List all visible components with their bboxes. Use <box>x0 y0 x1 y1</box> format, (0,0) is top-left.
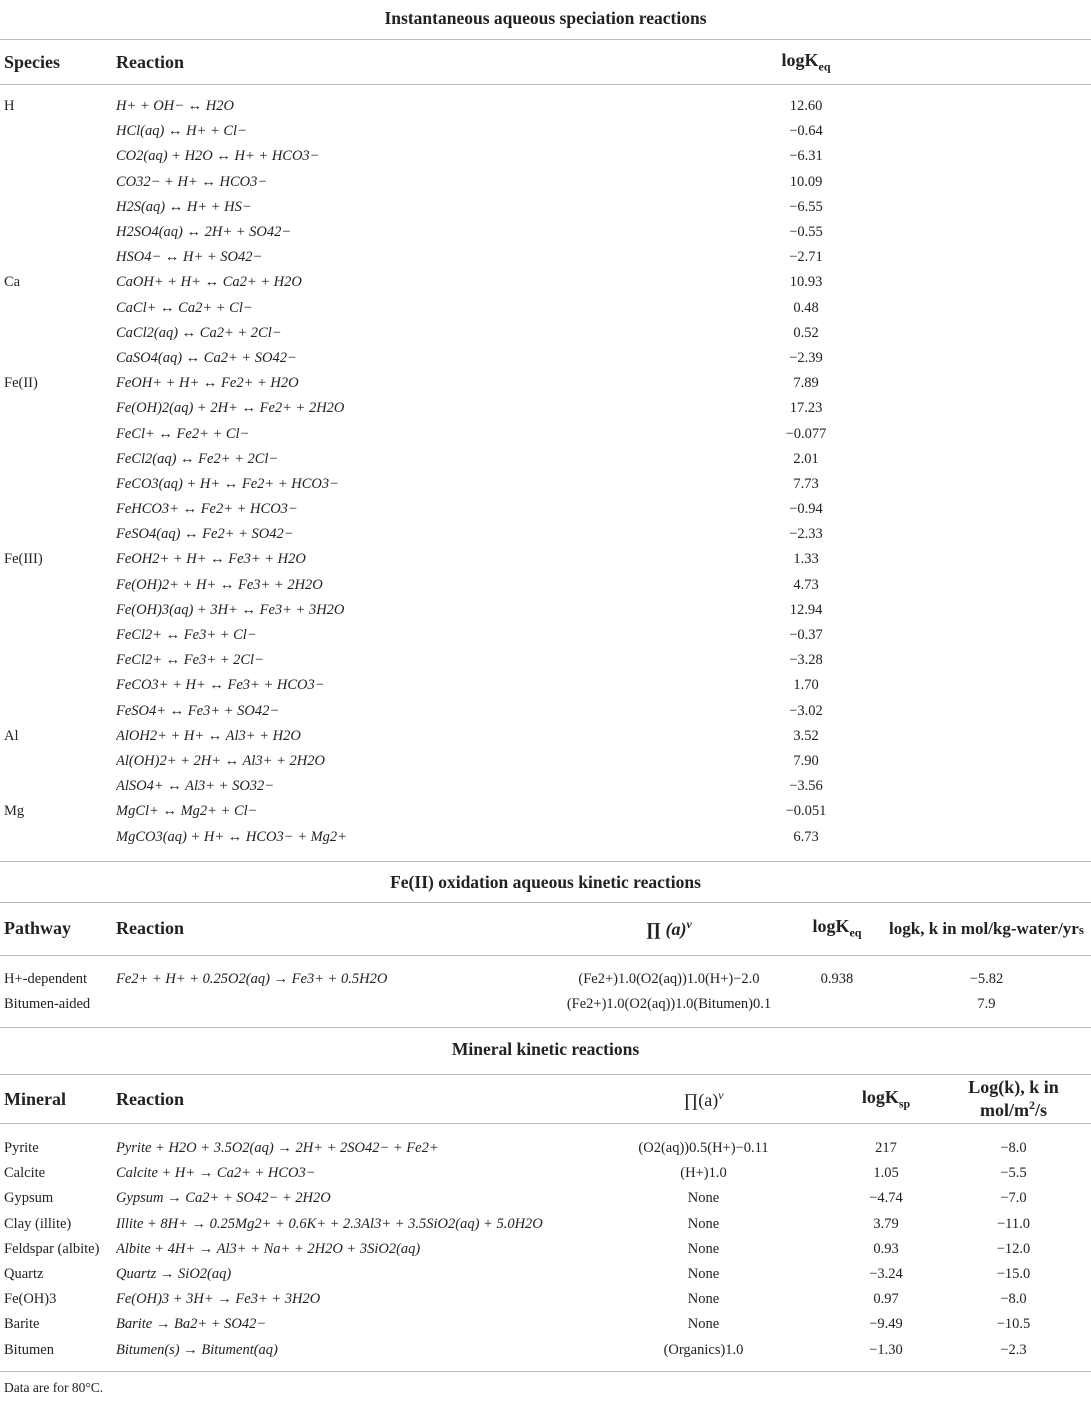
logk-cell: 0.97 <box>873 1291 899 1308</box>
reaction-cell: CO32− + H+ ↔ HCO3− <box>116 173 268 190</box>
reaction-cell: FeCl2+ ↔ Fe3+ + Cl− <box>116 627 257 644</box>
table-row <box>0 321 1091 346</box>
product-cell: (Fe2+)1.0(O2(aq))1.0(Bitumen)0.1 <box>566 995 772 1012</box>
table-mineral-kinetic <box>0 1028 1091 1396</box>
table-row <box>0 144 1091 169</box>
header-rate: logk, k in mol/kg-water/yrs <box>889 918 1084 938</box>
logk-cell: 7.73 <box>793 475 819 492</box>
reaction-cell: Pyrite + H2O + 3.5O2(aq) → 2H+ + 2SO42− + Fe2+ <box>116 1140 439 1157</box>
rate-cell: −5.82 <box>969 970 1004 987</box>
footnote: Data are for 80°C. <box>4 1379 104 1395</box>
table-row <box>0 673 1091 698</box>
reaction-cell: FeCl2(aq) ↔ Fe2+ + 2Cl− <box>116 450 279 467</box>
logk-cell: 17.23 <box>789 400 823 417</box>
reaction-cell: FeOH+ + H+ ↔ Fe2+ + H2O <box>116 375 299 392</box>
product-cell: (H+)1.0 <box>680 1165 727 1182</box>
species-cell: Ca <box>4 274 21 291</box>
reaction-cell: Fe(OH)2+ + H+ ↔ Fe3+ + 2H2O <box>116 576 323 593</box>
table-row <box>0 119 1091 144</box>
reaction-cell: FeCO3(aq) + H+ ↔ Fe2+ + HCO3− <box>116 475 339 492</box>
rate-cell: −8.0 <box>1000 1291 1027 1308</box>
pathway-cell: H+-dependent <box>4 970 88 987</box>
rate-cell: −10.5 <box>996 1316 1031 1333</box>
mineral-cell: Bitumen <box>4 1341 54 1358</box>
table-row <box>0 1338 1091 1363</box>
mineral-cell: Calcite <box>4 1165 46 1182</box>
logk-cell: −3.28 <box>789 652 823 669</box>
logk-cell: 7.90 <box>793 752 819 769</box>
logk-cell: 10.93 <box>789 274 823 291</box>
table-row <box>0 497 1091 522</box>
table-row <box>0 749 1091 774</box>
logk-cell: −4.74 <box>869 1190 903 1207</box>
reaction-cell: Bitumen(s) → Bitument(aq) <box>116 1341 278 1358</box>
section-title-speciation: Instantaneous aqueous speciation reactions <box>384 8 707 28</box>
product-cell: None <box>687 1316 720 1333</box>
logk-cell: −3.02 <box>789 702 823 719</box>
product-cell: None <box>687 1215 720 1232</box>
table-row <box>0 447 1091 472</box>
table-row <box>0 573 1091 598</box>
table-feii-oxidation <box>0 862 1091 1028</box>
table-body <box>0 1124 1091 1371</box>
table-row <box>0 220 1091 245</box>
table-row <box>0 522 1091 547</box>
reaction-cell: Quartz → SiO2(aq) <box>116 1266 232 1283</box>
species-cell: Fe(III) <box>4 551 43 568</box>
table-header <box>0 1075 1091 1123</box>
table-row <box>0 245 1091 270</box>
product-cell: None <box>687 1190 720 1207</box>
logk-cell: 12.60 <box>789 98 823 115</box>
table-row <box>0 396 1091 421</box>
logk-cell: 0.48 <box>793 299 819 316</box>
reaction-cell: Fe(OH)3(aq) + 3H+ ↔ Fe3+ + 3H2O <box>116 601 345 618</box>
table-row <box>0 824 1091 849</box>
reaction-cell: H2S(aq) ↔ H+ + HS− <box>116 198 252 215</box>
reaction-cell: AlOH2+ + H+ ↔ Al3+ + H2O <box>116 727 301 744</box>
mineral-cell: Feldspar (albite) <box>4 1240 100 1257</box>
logk-cell: −3.56 <box>789 778 823 795</box>
table-row <box>0 724 1091 749</box>
logk-cell: −6.31 <box>789 148 823 165</box>
rate-cell: −7.0 <box>1000 1190 1027 1207</box>
table-row <box>0 967 1091 992</box>
reaction-cell: Barite → Ba2+ + SO42− <box>116 1316 267 1333</box>
header-reaction: Reaction <box>116 51 184 72</box>
mineral-cell: Quartz <box>4 1266 44 1283</box>
rate-cell: 7.9 <box>977 995 996 1012</box>
rate-cell: −12.0 <box>996 1240 1031 1257</box>
table-row <box>0 992 1091 1017</box>
table-row <box>0 623 1091 648</box>
reaction-cell: Fe(OH)2(aq) + 2H+ ↔ Fe2+ + 2H2O <box>116 400 345 417</box>
table-row <box>0 346 1091 371</box>
logk-cell: 3.52 <box>793 727 819 744</box>
reaction-cell: H2SO4(aq) ↔ 2H+ + SO42− <box>116 224 292 241</box>
species-cell: Al <box>4 727 19 744</box>
reaction-cell: MgCO3(aq) + H+ ↔ HCO3− + Mg2+ <box>116 828 347 845</box>
mineral-cell: Gypsum <box>4 1190 54 1207</box>
reaction-cell: FeCl+ ↔ Fe2+ + Cl− <box>116 425 250 442</box>
reaction-cell: CaOH+ + H+ ↔ Ca2+ + H2O <box>116 274 302 291</box>
header-product: $\prod(a)^\nu$ <box>683 1087 724 1110</box>
logk-cell: −0.55 <box>789 224 823 241</box>
logk-cell: −0.077 <box>785 425 827 442</box>
table-row <box>0 170 1091 195</box>
logk-cell: 0.52 <box>793 324 819 341</box>
table-row <box>0 774 1091 799</box>
logk-cell: 0.93 <box>873 1240 899 1257</box>
table-row <box>0 296 1091 321</box>
product-cell: (Organics)1.0 <box>663 1341 744 1358</box>
reaction-cell: Gypsum → Ca2+ + SO42− + 2H2O <box>116 1190 331 1207</box>
table-body <box>0 956 1091 1027</box>
logk-cell: −9.49 <box>869 1316 903 1333</box>
reaction-cell: Fe2+ + H+ + 0.25O2(aq) → Fe3+ + 0.5H2O <box>116 970 388 987</box>
mineral-cell: Pyrite <box>4 1140 39 1157</box>
reaction-cell: Calcite + H+ → Ca2+ + HCO3− <box>116 1165 316 1182</box>
logk-cell: −2.33 <box>789 526 823 543</box>
logk-cell: −1.30 <box>869 1341 903 1358</box>
rate-cell: −8.0 <box>1000 1140 1027 1157</box>
table-row <box>0 1262 1091 1287</box>
table-row <box>0 94 1091 119</box>
reaction-cell: FeHCO3+ ↔ Fe2+ + HCO3− <box>116 501 298 518</box>
reaction-cell: CO2(aq) + H2O ↔ H+ + HCO3− <box>116 148 320 165</box>
reaction-cell: Fe(OH)3 + 3H+ → Fe3+ + 3H2O <box>116 1291 321 1308</box>
header-species: Species <box>4 51 60 72</box>
header-mineral: Mineral <box>4 1088 66 1109</box>
rate-cell: −15.0 <box>996 1266 1031 1283</box>
logk-cell: −0.051 <box>785 803 827 820</box>
header-reaction: Reaction <box>116 1088 184 1109</box>
reaction-cell: AlSO4+ ↔ Al3+ + SO32− <box>116 778 275 795</box>
table-row <box>0 799 1091 824</box>
reaction-cell: H+ + OH− ↔ H2O <box>116 98 234 115</box>
reaction-cell: Albite + 4H+ → Al3+ + Na+ + 2H2O + 3SiO2(aq) <box>116 1240 421 1257</box>
mineral-cell: Fe(OH)3 <box>4 1291 57 1308</box>
logk-cell: 217 <box>875 1140 897 1157</box>
table-header <box>0 40 1091 84</box>
product-cell: (Fe2+)1.0(O2(aq))1.0(H+)−2.0 <box>578 970 760 987</box>
reaction-cell: HSO4− ↔ H+ + SO42− <box>116 249 263 266</box>
logk-cell: 3.79 <box>873 1215 899 1232</box>
product-cell: (O2(aq))0.5(H+)−0.11 <box>638 1140 769 1157</box>
product-cell: None <box>687 1240 720 1257</box>
mineral-cell: Barite <box>4 1316 40 1333</box>
pathway-cell: Bitumen-aided <box>4 995 91 1012</box>
table-row <box>0 1287 1091 1312</box>
section-title-mineral-kinetic: Mineral kinetic reactions <box>451 1039 640 1059</box>
logk-cell: 4.73 <box>793 576 819 593</box>
header-logk: logK$_{sp}$ <box>861 1086 911 1111</box>
logk-cell: −6.55 <box>789 198 823 215</box>
logk-cell: −0.37 <box>789 627 823 644</box>
section-title-feii-oxidation: Fe(II) oxidation aqueous kinetic reactions <box>390 871 701 892</box>
logk-cell: 0.938 <box>820 970 854 987</box>
table-body <box>0 85 1091 861</box>
logk-cell: 1.33 <box>793 551 819 568</box>
header-reaction: Reaction <box>116 918 184 939</box>
table-row <box>0 1186 1091 1211</box>
logk-cell: 1.70 <box>793 677 819 694</box>
reaction-cell: FeCl2+ ↔ Fe3+ + 2Cl− <box>116 652 264 669</box>
logk-cell: −0.94 <box>789 501 823 518</box>
reaction-cell: CaCl2(aq) ↔ Ca2+ + 2Cl− <box>116 324 282 341</box>
table-row <box>0 472 1091 497</box>
table-row <box>0 598 1091 623</box>
table-row <box>0 421 1091 446</box>
logk-cell: 6.73 <box>793 828 819 845</box>
reaction-cell: CaSO4(aq) ↔ Ca2+ + SO42− <box>116 349 297 366</box>
reaction-cell: FeSO4(aq) ↔ Fe2+ + SO42− <box>116 526 294 543</box>
logk-cell: 10.09 <box>789 173 823 190</box>
logk-cell: 7.89 <box>793 375 819 392</box>
reaction-cell: Al(OH)2+ + 2H+ ↔ Al3+ + 2H2O <box>116 752 325 769</box>
table-header <box>0 903 1091 955</box>
logk-cell: −0.64 <box>789 123 823 140</box>
reaction-cell: CaCl+ ↔ Ca2+ + Cl− <box>116 299 253 316</box>
table-row <box>0 699 1091 724</box>
logk-cell: 12.94 <box>789 601 823 618</box>
species-cell: Fe(II) <box>4 375 38 392</box>
reaction-cell: FeCO3+ + H+ ↔ Fe3+ + HCO3− <box>116 677 325 694</box>
logk-cell: 1.05 <box>873 1165 899 1182</box>
table-row <box>0 1237 1091 1262</box>
table-row <box>0 270 1091 295</box>
table-row <box>0 547 1091 572</box>
logk-cell: −3.24 <box>869 1266 903 1283</box>
header-rate: Log(k), k in mol/$m^2/s$ <box>968 1077 1059 1120</box>
reaction-cell: FeSO4+ ↔ Fe3+ + SO42− <box>116 702 280 719</box>
species-cell: H <box>4 98 15 115</box>
header-pathway: Pathway <box>4 918 71 939</box>
logk-cell: −2.39 <box>789 349 823 366</box>
reaction-cell: HCl(aq) ↔ H+ + Cl− <box>116 123 247 140</box>
rate-cell: −5.5 <box>1000 1165 1027 1182</box>
mineral-cell: Clay (illite) <box>4 1215 72 1232</box>
table-row <box>0 1161 1091 1186</box>
reaction-cell: MgCl+ ↔ Mg2+ + Cl− <box>116 803 258 820</box>
header-product: ∏ $(a)^\nu$ <box>646 917 692 940</box>
logk-cell: 2.01 <box>793 450 819 467</box>
reaction-cell: FeOH2+ + H+ ↔ Fe3+ + H2O <box>116 551 306 568</box>
rate-cell: −11.0 <box>996 1215 1030 1232</box>
rate-cell: −2.3 <box>1000 1341 1027 1358</box>
reaction-cell: Illite + 8H+ → 0.25Mg2+ + 0.6K+ + 2.3Al3+ + 3.5SiO2(aq) + 5.0H2O <box>116 1215 543 1232</box>
table-row <box>0 648 1091 673</box>
species-cell: Mg <box>4 803 25 820</box>
product-cell: None <box>687 1291 720 1308</box>
table-row <box>0 1212 1091 1237</box>
table-row <box>0 1136 1091 1161</box>
table-row <box>0 1312 1091 1337</box>
header-logk: logK$_{eq}$ <box>781 49 831 74</box>
product-cell: None <box>687 1266 720 1283</box>
logk-cell: −2.71 <box>789 249 823 266</box>
table-row <box>0 371 1091 396</box>
header-logk: logK$_{eq}$ <box>812 916 862 940</box>
table-row <box>0 195 1091 220</box>
